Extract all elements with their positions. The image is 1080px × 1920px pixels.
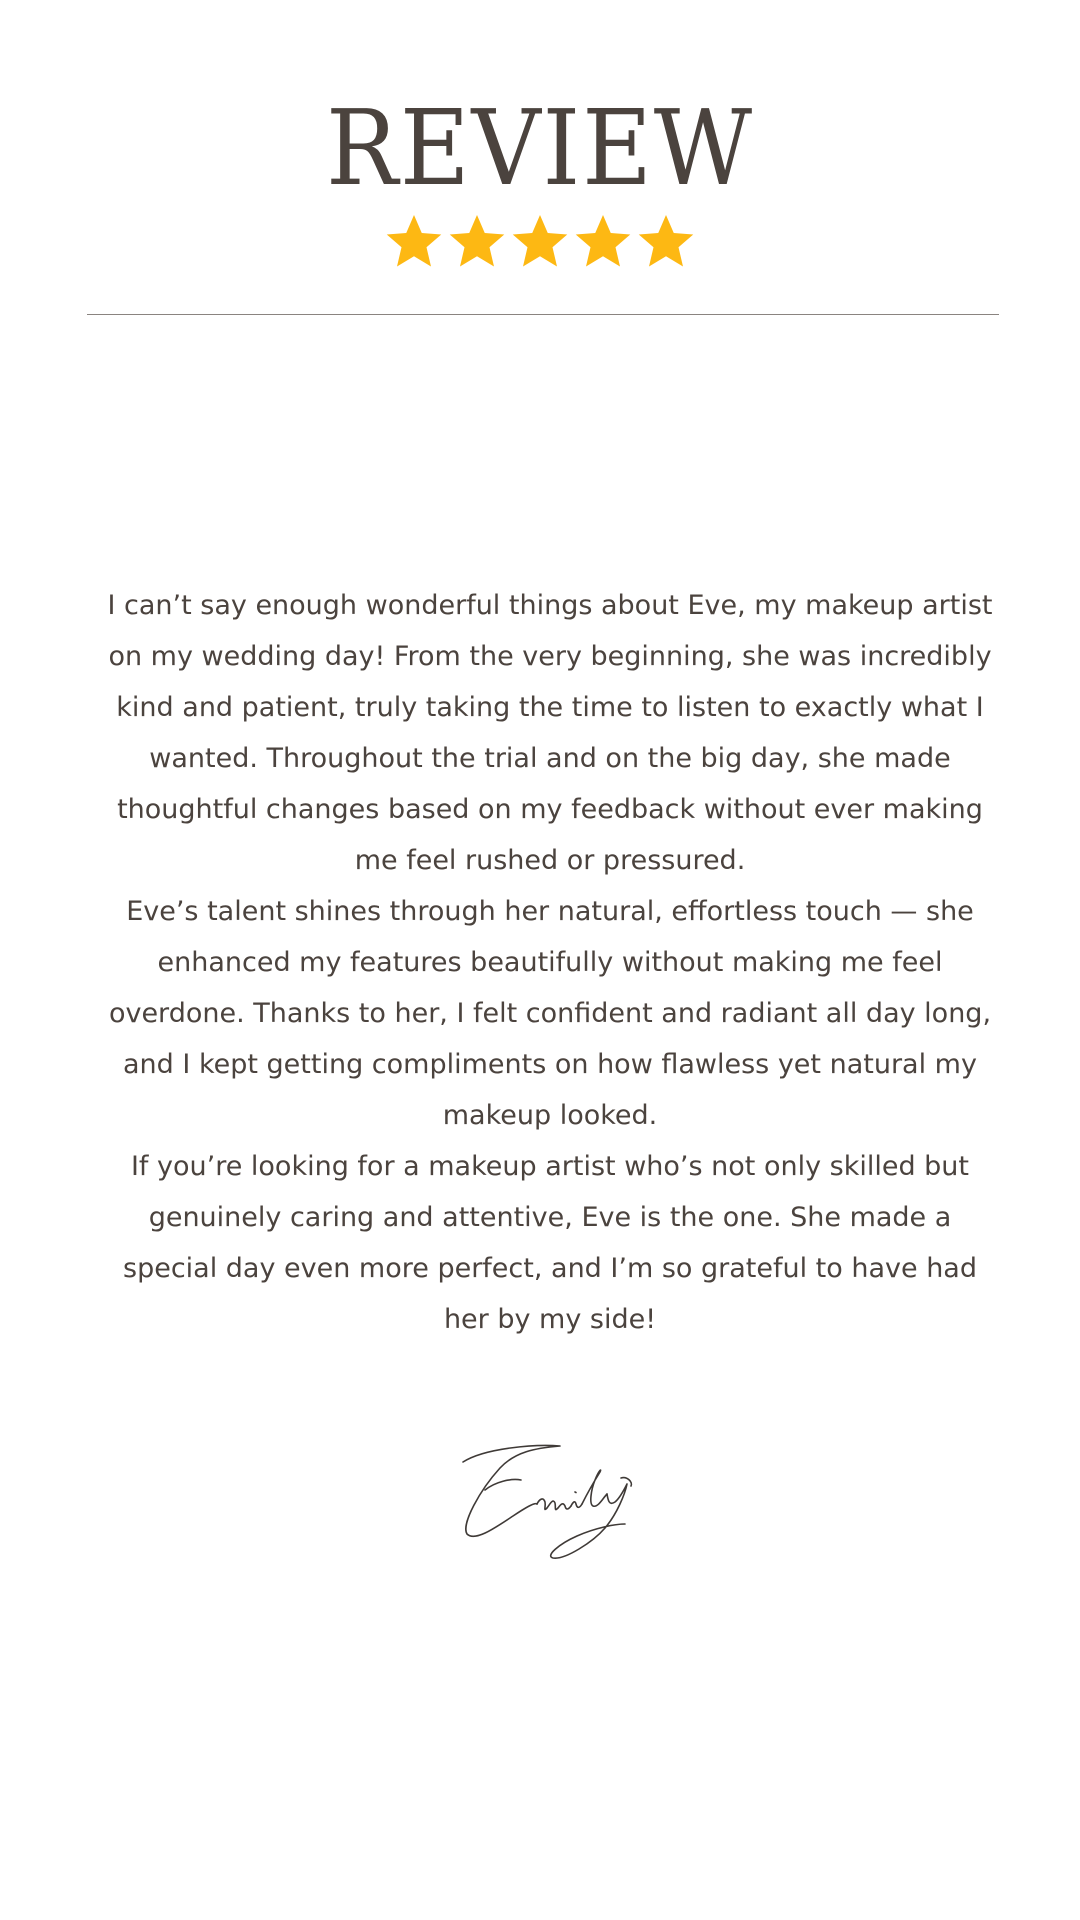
star-icon bbox=[447, 212, 507, 272]
signature-image bbox=[455, 1432, 645, 1572]
star-icon bbox=[636, 212, 696, 272]
review-paragraph: I can’t say enough wonderful things about Eve, my makeup artist on my wedding day! From the very beginning, she was incredibly kind and patient, truly taking the time to listen to exactly what I wanted. Throughout the trial and on the big day, she made thoughtful changes based on my feedback without ever making me feel rushed or pressured. bbox=[107, 590, 993, 876]
review-paragraph: Eve’s talent shines through her natural, effortless touch — she enhanced my features beautifully without making me feel overdone. Thanks to her, I felt confident and radiant all day long, and I kept getting compliments on how flawless yet natural my makeup looked. bbox=[108, 896, 992, 1131]
star-icon bbox=[384, 212, 444, 272]
star-icon bbox=[510, 212, 570, 272]
star-rating bbox=[0, 212, 1080, 276]
review-paragraph: If you’re looking for a makeup artist who’s not only skilled but genuinely caring and attentive, Eve is the one. She made a special day even more perfect, and I’m so grateful to have had her by my side! bbox=[123, 1151, 977, 1335]
header-divider bbox=[87, 314, 999, 315]
page-title: REVIEW bbox=[325, 87, 755, 209]
star-icon bbox=[573, 212, 633, 272]
review-body bbox=[105, 580, 995, 1345]
